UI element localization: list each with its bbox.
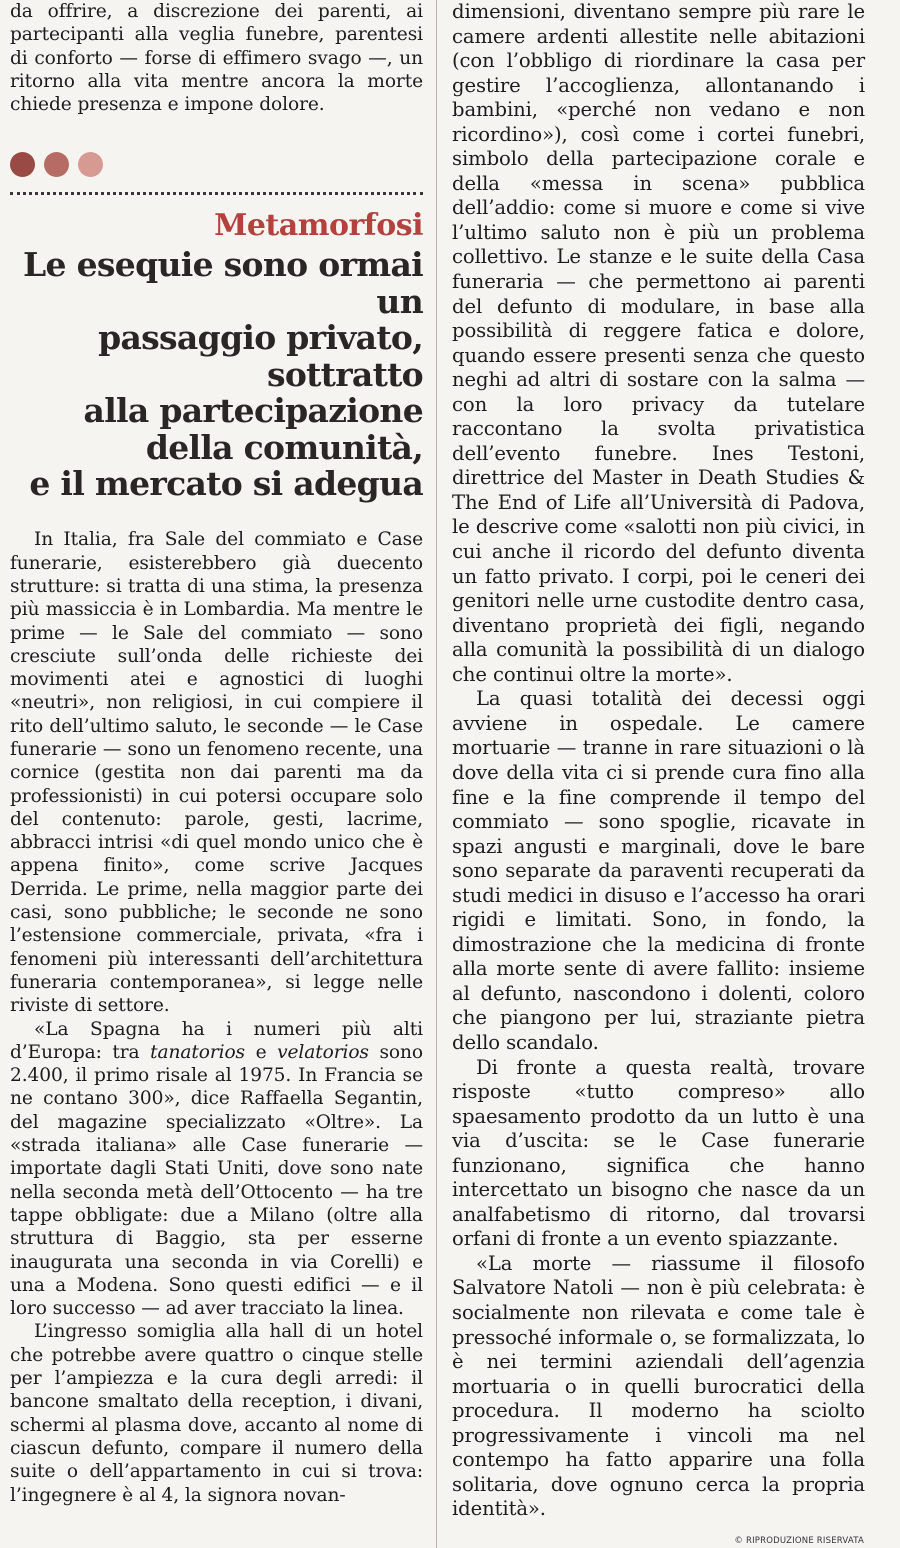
body-paragraph: dimensioni, diventano sempre più rare le camere ardenti allestite nelle abitazioni (con l’obbligo di riordinare la casa per gestire l’accoglienza, allontanando i bambini, «perché non vedano e non ricordino»), così come i cortei funebri, simbolo della partecipazione corale e della «messa in scena» pubblica dell’addio: come si muore e come si vive l’ultimo saluto non è più un problema collettivo. Le stanze e le suite della Casa funeraria — che permettono ai parenti del defunto di modulare, in base alla possibilità di reggere fatica e dolore, quando essere presenti senza che questo neghi ad altri di sostare con la salma — con la loro privacy da tutelare raccontano la svolta privatistica dell’evento funebre. Ines Testoni, direttrice del Master in Death Studies & The End of Life all’Università di Padova, le descrive come «salotti non più civici, in cui anche il ricordo del defunto diventa un fatto privato. I corpi, poi le ceneri dei genitori nelle urne custodite dentro casa, diventano proprietà dei figli, negando alla comunità la possibilità di un dialogo che continui oltre la morte».	[452, 0, 865, 686]
section-dots	[10, 150, 423, 178]
dot-icon	[10, 152, 35, 177]
dot-icon	[78, 152, 103, 177]
italic-term: tanatorios	[150, 1041, 245, 1063]
headline-line: alla partecipazione	[83, 391, 423, 431]
dotted-divider	[10, 192, 423, 195]
headline-line: passaggio privato, sottratto	[98, 318, 423, 394]
body-paragraph	[10, 1018, 423, 1321]
body-paragraph: Di fronte a questa realtà, trovare risposte «tutto compreso» allo spaesamento prodotto da un lutto è una via d’uscita: se le Case funerarie funzionano, significa che hanno intercettato un bisogno che nasce da un analfabetismo di ritorno, dal trovarsi orfani di fronte a un evento spiazzante.	[452, 1055, 865, 1251]
italic-term: velatorios	[277, 1041, 369, 1063]
intro-paragraph: da offrire, a discrezione dei parenti, ai partecipanti alla veglia funebre, parentesi di conforto — forse di effimero svago —, un ritorno alla vita mentre ancora la morte chiede presenza e impone dolore.	[10, 1, 423, 116]
left-column	[10, 0, 423, 1507]
kicker: Metamorfosi	[214, 208, 423, 244]
headline-line: e il mercato si adegua	[29, 463, 423, 503]
text-run: «La Spagna ha i numeri più alti d’Europa: tra	[10, 1018, 423, 1063]
body-paragraph: L’ingresso somiglia alla hall di un hotel che potrebbe avere quattro o cinque stelle per l’ampiezza e la cura degli arredi: il bancone smaltato della reception, i divani, schermi al plasma dove, accanto al nome di ciascun defunto, compare il numero della suite o dell’appartamento in cui si trova: l’ingegnere è al 4, la signora novan-	[10, 1321, 423, 1506]
body-paragraph: In Italia, fra Sale del commiato e Case funerarie, esisterebbero già duecento strutture: si tratta di una stima, la presenza più massiccia è in Lombardia. Ma mentre le prime — le Sale del commiato — sono cresciute sull’onda delle richieste dei movimenti atei e agnostici di luoghi «neutri», non religiosi, in cui compiere il rito dell’ultimo saluto, le seconde — le Case funerarie — sono un fenomeno recente, una cornice (gestita non dai parenti ma da professionisti) in cui potersi occupare solo del contenuto: parole, gesti, lacrime, abbracci intrisi «di quel mondo unico che è appena finito», come scrive Jacques Derrida. Le prime, nella maggior parte dei casi, sono pubbliche; le seconde ne sono l’estensione commerciale, privata, «fra i fenomeni più interessanti dell’architettura funeraria contemporanea», si legge nelle riviste di settore.	[10, 529, 423, 1017]
headline-line: Le esequie sono ormai un	[23, 245, 423, 321]
copyright-notice: © RIPRODUZIONE RISERVATA	[734, 1536, 864, 1546]
column-divider	[436, 0, 437, 1548]
headline	[10, 247, 423, 502]
headline-line: della comunità,	[145, 427, 423, 467]
text-run: sono 2.400, il primo risale al 1975. In Francia se ne contano 300», dice Raffaella Segantin, del magazine specializzato «Oltre». La «strada italiana» alle Case funerarie — importate dagli Stati Uniti, dove sono nate nella seconda metà dell’Ottocento — ha tre tappe obbligate: due a Milano (oltre alla struttura di Baggio, sta per esserne inaugurata una seconda in via Corelli) e una a Modena. Sono questi edifici — e il loro successo — ad aver tracciato la linea.	[10, 1041, 423, 1320]
text-run: e	[245, 1041, 278, 1063]
dot-icon	[44, 152, 69, 177]
right-column	[452, 0, 865, 1522]
body-paragraph: «La morte — riassume il filosofo Salvatore Natoli — non è più celebrata: è socialmente non rilevata e come tale è pressoché informale o, se formalizzata, lo è nei termini aziendali dell’agenzia mortuaria o in quelli burocratici della procedura. Il moderno ha sciolto progressivamente i vincoli ma nel contempo ha fatto apparire una folla solitaria, dove ognuno cerca la propria identità».	[452, 1251, 865, 1521]
body-paragraph: La quasi totalità dei decessi oggi avviene in ospedale. Le camere mortuarie — tranne in rare situazioni o là dove della vita ci si prende cura fino alla fine e la fine comprende il tempo del commiato — sono spoglie, ricavate in spazi angusti e marginali, dove le bare sono separate da paraventi recuperati da studi medici in disuso e l’accesso ha orari rigidi e limitati. Sono, in fondo, la dimostrazione che la medicina di fronte alla morte sente di avere fallito: insieme al defunto, nascondono i dolenti, coloro che piangono per lui, straziante pietra dello scandalo.	[452, 687, 865, 1054]
